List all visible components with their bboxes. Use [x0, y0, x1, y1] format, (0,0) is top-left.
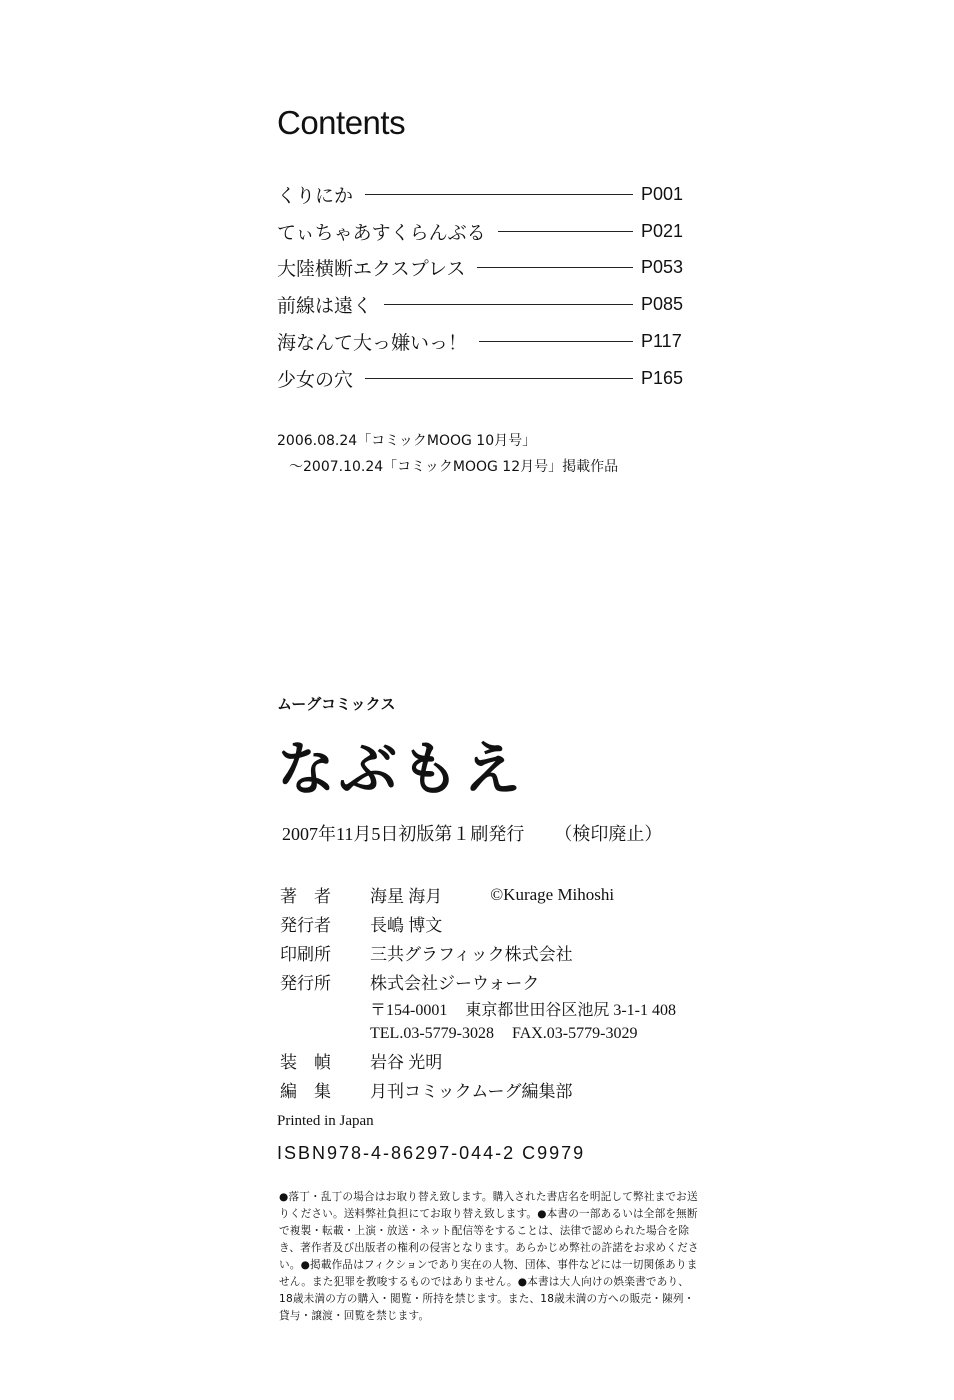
toc-entry-title: くりにか: [277, 184, 354, 207]
colophon-row-author: [280, 880, 676, 909]
printer-name: 三共グラフィック株式会社: [370, 945, 573, 964]
colophon-row-editor: [280, 1075, 676, 1104]
toc-entry-title: 大陸横断エクスプレス: [277, 258, 466, 281]
design-key: 装 幀: [280, 1053, 331, 1072]
toc-leader-line: [365, 378, 633, 379]
editor-name: 月刊コミックムーグ編集部: [370, 1082, 573, 1101]
book-title: なぶもえ: [277, 735, 526, 803]
fax: FAX.03-5779-3029: [511, 1024, 638, 1042]
toc-entry-page: P117: [641, 331, 682, 352]
isbn-code: ISBN978-4-86297-044-2 C9979: [277, 1143, 586, 1163]
colophon: [280, 880, 676, 1104]
legal-notice: ●落丁・乱丁の場合はお取り替え致します。購入された書店名を明記して弊社までお送りください。送料弊社負担にてお取り替え致します。●本書の一部あるいは全部を無断で複製・転載・上演・放送・ネット配信等をすることは、法律で認められた場合を除き、著作者及び出版者の権利の侵害となります。あらかじめ弊社の許諾をお求めください。●掲載作品はフィクションであり実在の人物、団体、事件などには一切関係ありません。また犯罪を教唆するものではありません。●本書は大人向けの娯楽書であり、18歳未満の方の購入・閲覧・所持を禁じます。また、18歳未満の方への販売・陳列・貸与・譲渡・回覧を禁じます。: [279, 1191, 699, 1322]
table-of-contents: [277, 176, 687, 397]
toc-entry-title: 前線は遠く: [277, 295, 373, 318]
telephone: TEL.03-5779-3028: [370, 1024, 494, 1042]
toc-entry-title: 少女の穴: [277, 368, 354, 391]
colophon-row-publisher-person: [280, 909, 676, 938]
toc-entry-page: P001: [641, 183, 684, 204]
serialization-info: [277, 428, 618, 480]
printer-key: 印刷所: [280, 945, 331, 964]
contents-heading: Contents: [277, 104, 406, 141]
copyright-notice: ©Kurage Mihoshi: [490, 884, 615, 904]
designer-name: 岩谷 光明: [370, 1053, 443, 1072]
publisher-contact: [280, 1021, 676, 1046]
toc-entry: [277, 176, 687, 213]
toc-entry: [277, 360, 687, 397]
toc-entry: [277, 213, 687, 250]
publisher-person-name: 長嶋 博文: [370, 916, 443, 935]
colophon-row-design: [280, 1046, 676, 1075]
publisher-address: [280, 996, 676, 1021]
serialization-start: 2006.08.24「コミックMOOG 10月号」: [277, 433, 537, 449]
publisher-name: 株式会社ジーウォーク: [370, 974, 540, 993]
first-edition-date: 2007年11月5日初版第１刷発行: [282, 824, 525, 844]
toc-entry-page: P085: [641, 294, 684, 315]
seal-abolished-note: （検印廃止）: [554, 824, 663, 844]
toc-entry-title: てぃちゃあすくらんぶる: [277, 221, 486, 244]
author-key: 著 者: [280, 887, 331, 906]
toc-leader-line: [479, 341, 633, 342]
publication-date: [282, 820, 662, 846]
toc-leader-line: [498, 231, 633, 232]
toc-entry-page: P053: [641, 257, 684, 278]
postal-code: 〒154-0001: [370, 1002, 448, 1019]
toc-entry-page: P165: [641, 367, 684, 388]
toc-entry: [277, 250, 687, 287]
street-address: 東京都世田谷区池尻 3-1-1 408: [465, 1002, 677, 1019]
author-name: 海星 海月: [370, 887, 443, 906]
editor-key: 編 集: [280, 1082, 331, 1101]
toc-leader-line: [477, 267, 633, 268]
colophon-row-publisher: [280, 967, 676, 996]
toc-leader-line: [365, 194, 633, 195]
serialization-end: ～2007.10.24「コミックMOOG 12月号」掲載作品: [289, 459, 619, 475]
colophon-row-printer: [280, 938, 676, 967]
printed-in: Printed in Japan: [277, 1113, 374, 1129]
toc-entry: [277, 286, 687, 323]
imprint-label: ムーグコミックス: [277, 695, 396, 713]
toc-entry-title: 海なんて大っ嫌いっ！: [277, 332, 468, 355]
publisher-key: 発行所: [280, 974, 331, 993]
toc-entry: [277, 323, 687, 360]
publisher-person-key: 発行者: [280, 916, 331, 935]
toc-leader-line: [384, 304, 633, 305]
toc-entry-page: P021: [641, 220, 684, 241]
